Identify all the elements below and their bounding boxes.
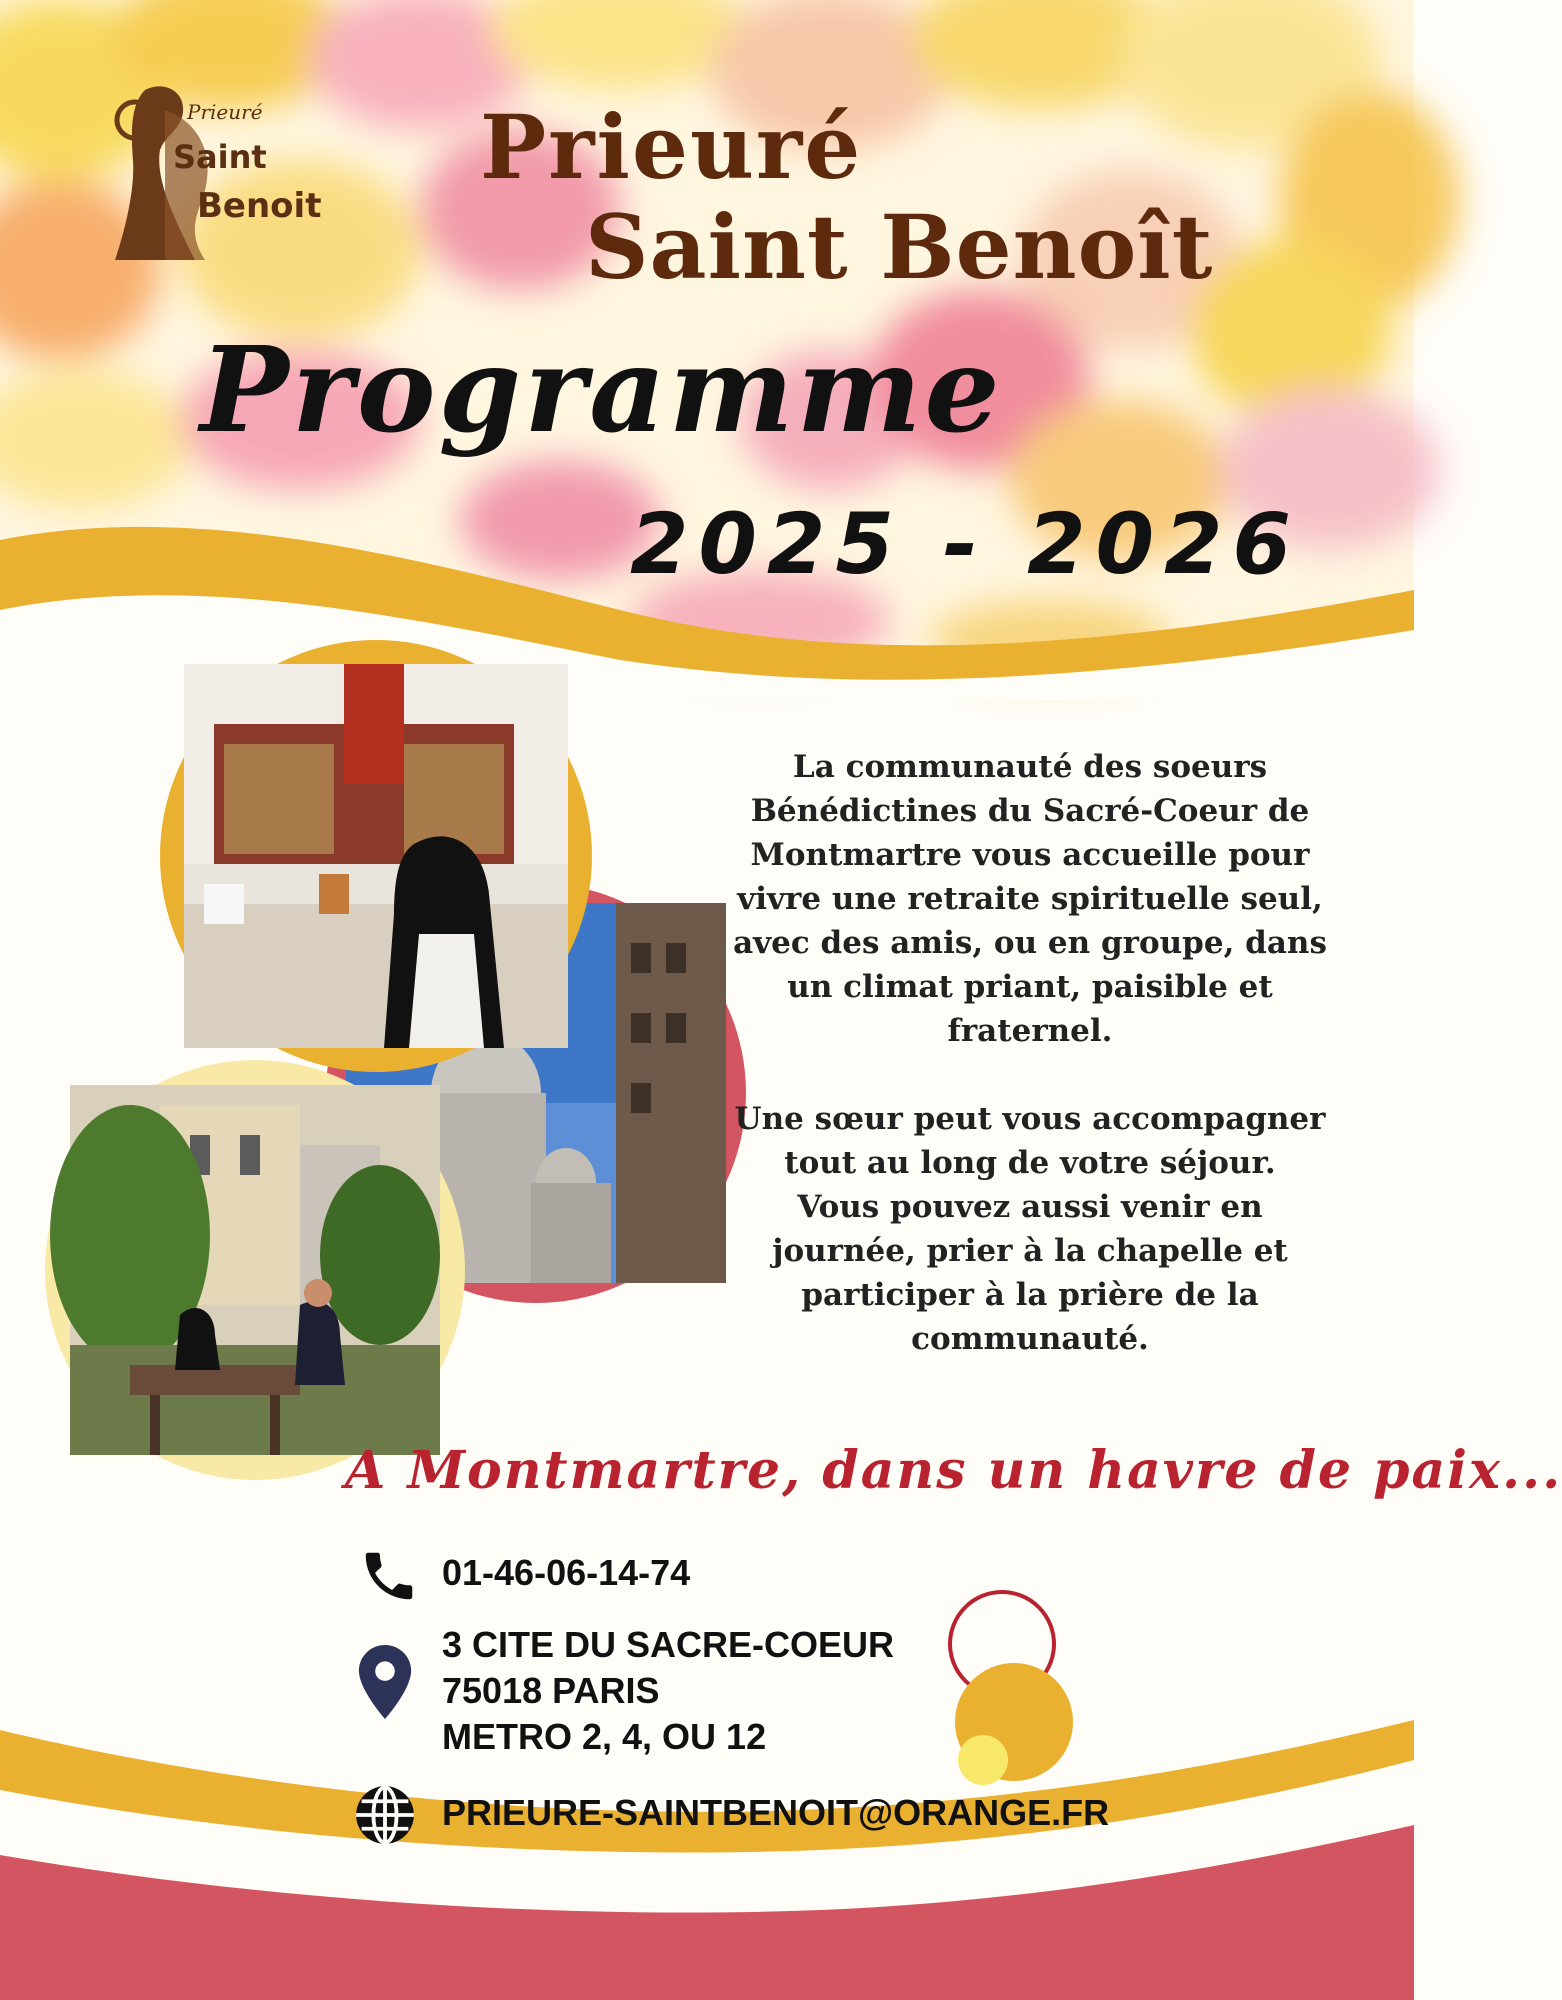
phone-icon — [358, 1545, 420, 1607]
phone-number[interactable]: 01-46-06-14-74 — [442, 1552, 691, 1593]
logo-text-prieure: Prieuré — [187, 100, 263, 124]
address-city: 75018 PARIS — [442, 1670, 660, 1711]
tagline: A Montmartre, dans un havre de paix... — [345, 1440, 1562, 1501]
intro-text — [730, 745, 1330, 1361]
address-metro: METRO 2, 4, OU 12 — [442, 1716, 767, 1757]
decorative-dot-yellow — [958, 1735, 1008, 1785]
programme-heading: Programme — [200, 320, 1003, 459]
photo-garden — [45, 1060, 465, 1480]
address — [442, 1622, 894, 1760]
intro-paragraph-day-visit: Vous pouvez aussi venir en journée, prier à la chapelle et participer à la prière de la communauté. — [772, 1189, 1288, 1357]
prieure-logo — [105, 80, 360, 280]
location-pin-icon — [358, 1645, 412, 1719]
logo-text-saint: Saint — [173, 138, 267, 176]
intro-paragraph-welcome: La communauté des soeurs Bénédictines du Sacré-Coeur de Montmartre vous accueille pour vivre une retraite spirituelle seul, avec des amis, ou en groupe, dans un climat priant, paisible et fraternel. — [733, 749, 1327, 1049]
globe-icon — [352, 1782, 418, 1848]
title-prieure: Prieuré — [480, 95, 863, 199]
intro-paragraph-accompany: Une sœur peut vous accompagner tout au long de votre séjour. — [734, 1101, 1326, 1181]
title-saint-benoit: Saint Benoît — [585, 195, 1214, 299]
program-years: 2025 - 2026 — [630, 495, 1301, 593]
logo-text-benoit: Benoit — [197, 186, 322, 226]
address-street: 3 CITE DU SACRE-COEUR — [442, 1624, 895, 1665]
email-link[interactable]: PRIEURE-SAINTBENOIT@ORANGE.FR — [442, 1792, 1110, 1833]
photo-chapel — [160, 640, 592, 1072]
